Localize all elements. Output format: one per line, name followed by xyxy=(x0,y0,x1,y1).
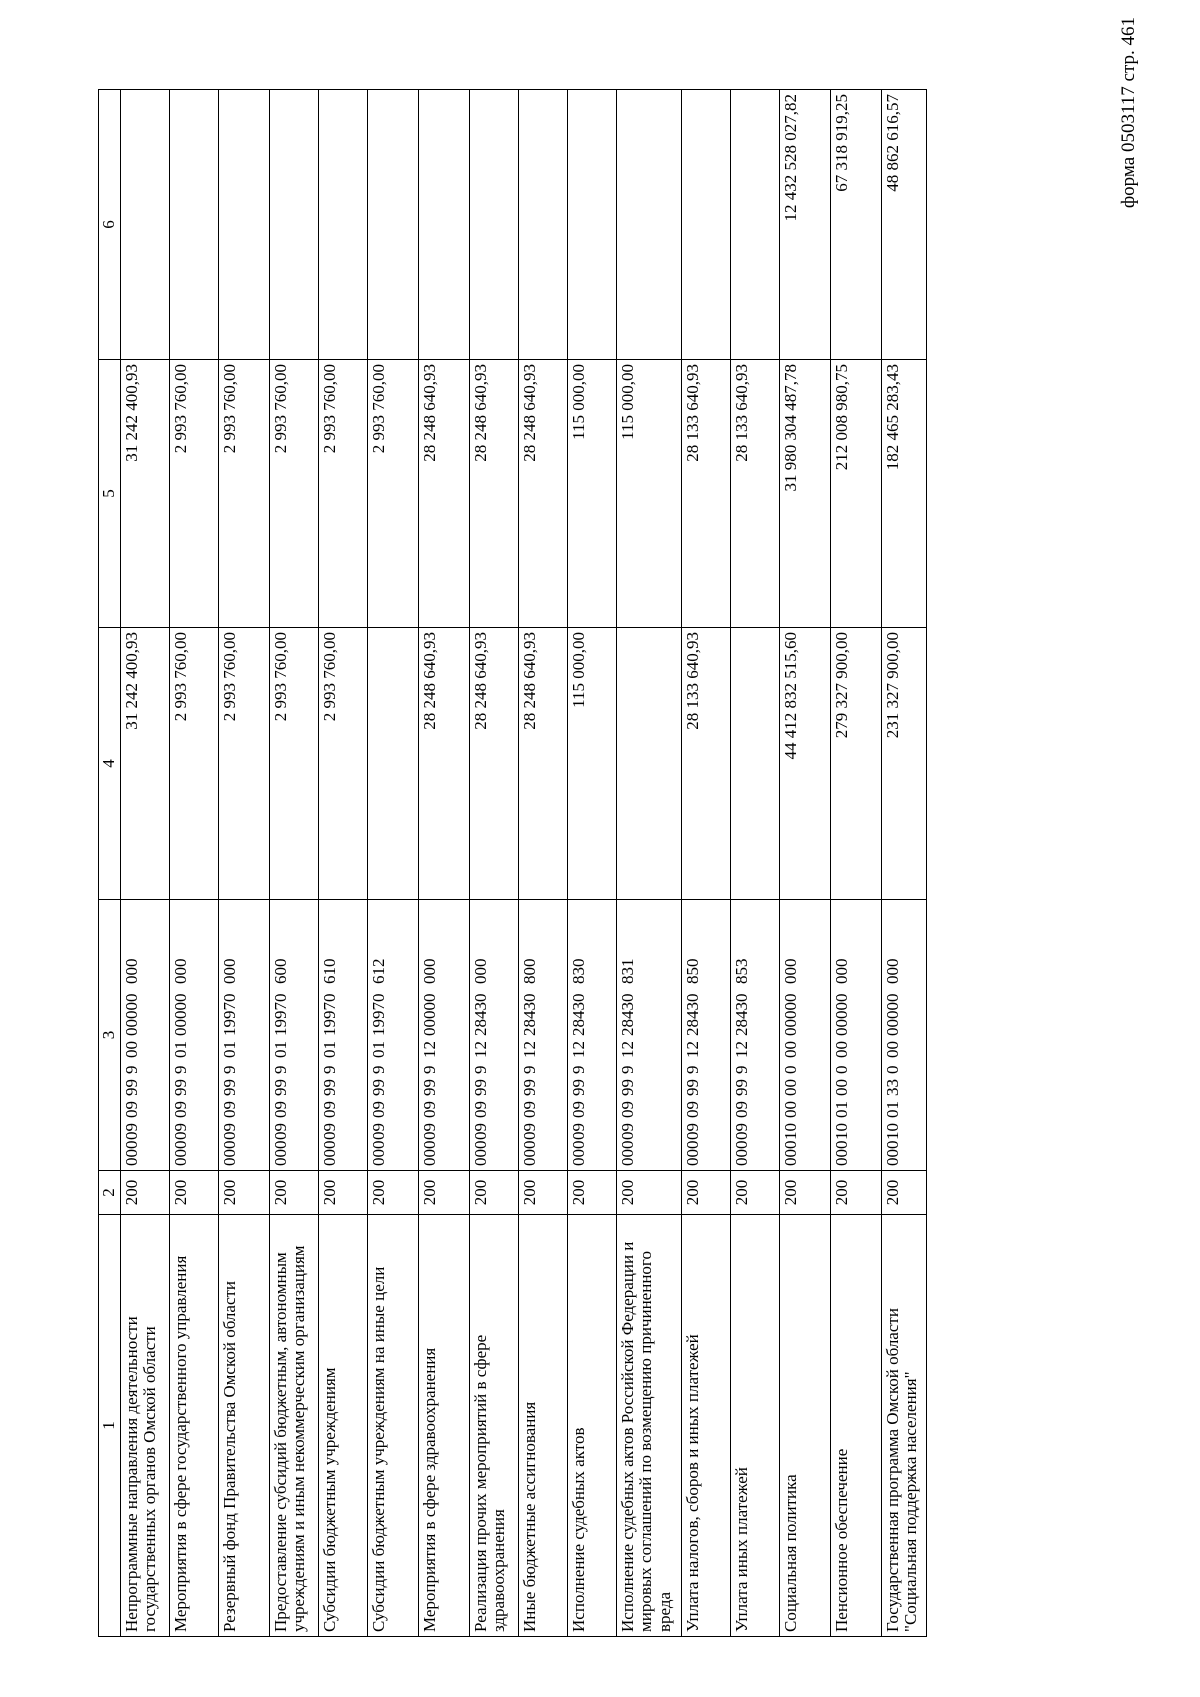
executed-amount-cell: 2 993 760,00 xyxy=(169,360,218,628)
code-segment: 000 xyxy=(617,1140,637,1166)
code-segment: 99 xyxy=(121,1079,141,1096)
row-admin-code-cell: 200 xyxy=(881,1171,926,1215)
row-budget-code-cell xyxy=(518,900,567,1171)
row-budget-code-cell xyxy=(169,900,218,1171)
approved-amount-cell xyxy=(616,628,681,900)
executed-amount-cell: 2 993 760,00 xyxy=(318,360,367,628)
code-segment: 09 xyxy=(270,1101,290,1118)
unexecuted-amount-cell xyxy=(730,90,779,360)
approved-amount-cell: 2 993 760,00 xyxy=(218,628,269,900)
code-segment: 09 xyxy=(419,1123,439,1140)
table-row xyxy=(169,90,218,1637)
table-row xyxy=(518,90,567,1637)
code-segment: 00 xyxy=(780,1101,800,1118)
approved-amount-cell: 279 327 900,00 xyxy=(830,628,881,900)
code-segment: 99 xyxy=(617,1079,637,1096)
unexecuted-amount-cell xyxy=(318,90,367,360)
row-admin-code-cell: 200 xyxy=(681,1171,730,1215)
row-budget-code-cell xyxy=(730,900,779,1171)
executed-amount-cell: 28 248 640,93 xyxy=(469,360,518,628)
unexecuted-amount-cell xyxy=(518,90,567,360)
code-segment: 600 xyxy=(270,958,290,984)
column-header: 2 xyxy=(99,1171,121,1215)
executed-amount-cell: 2 993 760,00 xyxy=(367,360,418,628)
row-name-cell: Субсидии бюджетным учреждениям xyxy=(318,1215,367,1637)
code-segment: 09 xyxy=(121,1123,141,1140)
code-segment: 000 xyxy=(219,1140,239,1166)
code-segment: 000 xyxy=(270,1140,290,1166)
code-segment: 09 xyxy=(170,1101,190,1118)
code-segment: 610 xyxy=(319,958,339,984)
code-segment: 000 xyxy=(170,1140,190,1166)
row-name-cell: Предоставление субсидий бюджетным, автономным учреждениям и иным некоммерческим организациям xyxy=(269,1215,318,1637)
code-segment: 000 xyxy=(219,958,239,984)
row-budget-code-cell xyxy=(779,900,830,1171)
code-segment: 9 xyxy=(568,1065,588,1074)
code-segment: 853 xyxy=(731,958,751,984)
table-row xyxy=(830,90,881,1637)
code-segment: 99 xyxy=(219,1079,239,1096)
column-header: 1 xyxy=(99,1215,121,1637)
code-segment: 9 xyxy=(170,1065,190,1074)
row-name-cell: Уплата налогов, сборов и иных платежей xyxy=(681,1215,730,1637)
approved-amount-cell: 2 993 760,00 xyxy=(269,628,318,900)
table-row xyxy=(681,90,730,1637)
code-segment: 000 xyxy=(882,1140,902,1166)
row-name-cell: Реализация прочих мероприятий в сфере здравоохранения xyxy=(469,1215,518,1637)
unexecuted-amount-cell xyxy=(681,90,730,360)
code-segment: 000 xyxy=(831,958,851,984)
approved-amount-cell: 28 133 640,93 xyxy=(681,628,730,900)
unexecuted-amount-cell: 12 432 528 027,82 xyxy=(779,90,830,360)
code-segment: 10 xyxy=(831,1123,851,1140)
executed-amount-cell: 28 133 640,93 xyxy=(730,360,779,628)
code-segment: 000 xyxy=(780,1140,800,1166)
code-segment: 09 xyxy=(121,1101,141,1118)
code-segment: 99 xyxy=(731,1079,751,1096)
unexecuted-amount-cell: 48 862 616,57 xyxy=(881,90,926,360)
code-segment: 99 xyxy=(519,1079,539,1096)
code-segment: 12 xyxy=(419,1041,439,1058)
code-segment: 28430 xyxy=(519,993,539,1036)
row-budget-code-cell xyxy=(218,900,269,1171)
code-segment: 9 xyxy=(470,1065,490,1074)
code-segment: 99 xyxy=(170,1079,190,1096)
unexecuted-amount-cell xyxy=(218,90,269,360)
executed-amount-cell: 28 133 640,93 xyxy=(681,360,730,628)
code-segment: 09 xyxy=(219,1123,239,1140)
approved-amount-cell: 115 000,00 xyxy=(567,628,616,900)
code-segment: 09 xyxy=(617,1101,637,1118)
code-segment: 28430 xyxy=(617,993,637,1036)
code-segment: 99 xyxy=(368,1079,388,1096)
code-segment: 000 xyxy=(568,1140,588,1166)
code-segment: 99 xyxy=(419,1079,439,1096)
row-admin-code-cell: 200 xyxy=(269,1171,318,1215)
code-segment: 09 xyxy=(368,1101,388,1118)
code-segment: 00 xyxy=(882,1041,902,1058)
table-row xyxy=(367,90,418,1637)
code-segment: 09 xyxy=(470,1123,490,1140)
code-segment: 00000 xyxy=(780,993,800,1036)
code-segment: 0 xyxy=(882,1065,902,1074)
code-segment: 09 xyxy=(470,1101,490,1118)
code-segment: 000 xyxy=(419,1140,439,1166)
row-name-cell: Государственная программа Омской области "Социальная поддержка населения" xyxy=(881,1215,926,1637)
row-budget-code-cell xyxy=(269,900,318,1171)
code-segment: 850 xyxy=(682,958,702,984)
unexecuted-amount-cell xyxy=(469,90,518,360)
row-admin-code-cell: 200 xyxy=(120,1171,169,1215)
code-segment: 09 xyxy=(170,1123,190,1140)
code-segment: 00000 xyxy=(882,993,902,1036)
code-segment: 00000 xyxy=(831,993,851,1036)
table-row xyxy=(318,90,367,1637)
code-segment: 9 xyxy=(419,1065,439,1074)
code-segment: 09 xyxy=(519,1123,539,1140)
code-segment: 28430 xyxy=(470,993,490,1036)
row-admin-code-cell: 200 xyxy=(779,1171,830,1215)
row-name-cell: Социальная политика xyxy=(779,1215,830,1637)
column-header: 4 xyxy=(99,628,121,900)
table-row xyxy=(120,90,169,1637)
row-name-cell: Резервный фонд Правительства Омской области xyxy=(218,1215,269,1637)
code-segment: 99 xyxy=(270,1079,290,1096)
code-segment: 800 xyxy=(519,958,539,984)
code-segment: 99 xyxy=(319,1079,339,1096)
code-segment: 12 xyxy=(470,1041,490,1058)
code-segment: 01 xyxy=(368,1041,388,1058)
code-segment: 000 xyxy=(682,1140,702,1166)
header-row xyxy=(99,90,121,1637)
code-segment: 01 xyxy=(831,1101,851,1118)
code-segment: 09 xyxy=(219,1101,239,1118)
approved-amount-cell: 28 248 640,93 xyxy=(418,628,469,900)
code-segment: 00000 xyxy=(170,993,190,1036)
approved-amount-cell: 44 412 832 515,60 xyxy=(779,628,830,900)
code-segment: 000 xyxy=(731,1140,751,1166)
code-segment: 00 xyxy=(121,1041,141,1058)
code-segment: 000 xyxy=(780,958,800,984)
column-header: 6 xyxy=(99,90,121,360)
code-segment: 00000 xyxy=(419,993,439,1036)
code-segment: 9 xyxy=(319,1065,339,1074)
code-segment: 12 xyxy=(519,1041,539,1058)
row-budget-code-cell xyxy=(881,900,926,1171)
code-segment: 09 xyxy=(682,1123,702,1140)
code-segment: 00 xyxy=(831,1079,851,1096)
code-segment: 0 xyxy=(780,1065,800,1074)
code-segment: 01 xyxy=(170,1041,190,1058)
code-segment: 28430 xyxy=(682,993,702,1036)
row-admin-code-cell: 200 xyxy=(616,1171,681,1215)
unexecuted-amount-cell xyxy=(418,90,469,360)
row-budget-code-cell xyxy=(681,900,730,1171)
approved-amount-cell: 2 993 760,00 xyxy=(318,628,367,900)
code-segment: 9 xyxy=(519,1065,539,1074)
row-name-cell: Уплата иных платежей xyxy=(730,1215,779,1637)
code-segment: 19970 xyxy=(270,993,290,1036)
executed-amount-cell: 115 000,00 xyxy=(616,360,681,628)
code-segment: 9 xyxy=(617,1065,637,1074)
executed-amount-cell: 212 008 980,75 xyxy=(830,360,881,628)
code-segment: 12 xyxy=(568,1041,588,1058)
code-segment: 99 xyxy=(568,1079,588,1096)
code-segment: 9 xyxy=(682,1065,702,1074)
table-row xyxy=(567,90,616,1637)
code-segment: 00000 xyxy=(121,993,141,1036)
form-page-label: форма 0503117 стр. 461 xyxy=(1118,17,1139,209)
code-segment: 830 xyxy=(568,958,588,984)
table-row xyxy=(418,90,469,1637)
code-segment: 12 xyxy=(682,1041,702,1058)
approved-amount-cell: 231 327 900,00 xyxy=(881,628,926,900)
row-admin-code-cell: 200 xyxy=(318,1171,367,1215)
code-segment: 00 xyxy=(780,1041,800,1058)
unexecuted-amount-cell xyxy=(120,90,169,360)
code-segment: 09 xyxy=(419,1101,439,1118)
executed-amount-cell: 31 242 400,93 xyxy=(120,360,169,628)
table-row xyxy=(730,90,779,1637)
row-admin-code-cell: 200 xyxy=(469,1171,518,1215)
code-segment: 000 xyxy=(170,958,190,984)
approved-amount-cell: 28 248 640,93 xyxy=(518,628,567,900)
code-segment: 0 xyxy=(831,1065,851,1074)
table-row xyxy=(616,90,681,1637)
code-segment: 000 xyxy=(470,958,490,984)
column-header: 5 xyxy=(99,360,121,628)
code-segment: 09 xyxy=(270,1123,290,1140)
approved-amount-cell xyxy=(730,628,779,900)
row-admin-code-cell: 200 xyxy=(418,1171,469,1215)
table-row xyxy=(218,90,269,1637)
row-admin-code-cell: 200 xyxy=(730,1171,779,1215)
code-segment: 09 xyxy=(519,1101,539,1118)
code-segment: 09 xyxy=(568,1101,588,1118)
code-segment: 01 xyxy=(270,1041,290,1058)
row-budget-code-cell xyxy=(616,900,681,1171)
unexecuted-amount-cell xyxy=(616,90,681,360)
row-budget-code-cell xyxy=(418,900,469,1171)
row-budget-code-cell xyxy=(830,900,881,1171)
row-name-cell: Мероприятия в сфере здравоохранения xyxy=(418,1215,469,1637)
row-admin-code-cell: 200 xyxy=(367,1171,418,1215)
code-segment: 00 xyxy=(780,1079,800,1096)
unexecuted-amount-cell xyxy=(269,90,318,360)
row-name-cell: Непрограммные направления деятельности государственных органов Омской области xyxy=(120,1215,169,1637)
code-segment: 612 xyxy=(368,958,388,984)
table-row xyxy=(779,90,830,1637)
approved-amount-cell: 2 993 760,00 xyxy=(169,628,218,900)
code-segment: 000 xyxy=(121,1140,141,1166)
code-segment: 9 xyxy=(121,1065,141,1074)
table-row xyxy=(269,90,318,1637)
row-admin-code-cell: 200 xyxy=(567,1171,616,1215)
code-segment: 10 xyxy=(882,1123,902,1140)
code-segment: 01 xyxy=(319,1041,339,1058)
table-row xyxy=(881,90,926,1637)
code-segment: 9 xyxy=(270,1065,290,1074)
code-segment: 000 xyxy=(319,1140,339,1166)
approved-amount-cell xyxy=(367,628,418,900)
code-segment: 831 xyxy=(617,958,637,984)
code-segment: 000 xyxy=(831,1140,851,1166)
executed-amount-cell: 28 248 640,93 xyxy=(418,360,469,628)
code-segment: 09 xyxy=(368,1123,388,1140)
row-budget-code-cell xyxy=(469,900,518,1171)
unexecuted-amount-cell xyxy=(169,90,218,360)
row-admin-code-cell: 200 xyxy=(169,1171,218,1215)
code-segment: 99 xyxy=(682,1079,702,1096)
executed-amount-cell: 182 465 283,43 xyxy=(881,360,926,628)
executed-amount-cell: 115 000,00 xyxy=(567,360,616,628)
code-segment: 00 xyxy=(831,1041,851,1058)
code-segment: 09 xyxy=(568,1123,588,1140)
row-name-cell: Субсидии бюджетным учреждениям на иные цели xyxy=(367,1215,418,1637)
code-segment: 28430 xyxy=(568,993,588,1036)
code-segment: 09 xyxy=(682,1101,702,1118)
code-segment: 09 xyxy=(617,1123,637,1140)
executed-amount-cell: 2 993 760,00 xyxy=(218,360,269,628)
unexecuted-amount-cell xyxy=(567,90,616,360)
code-segment: 01 xyxy=(219,1041,239,1058)
code-segment: 000 xyxy=(419,958,439,984)
approved-amount-cell: 31 242 400,93 xyxy=(120,628,169,900)
code-segment: 19970 xyxy=(368,993,388,1036)
code-segment: 12 xyxy=(731,1041,751,1058)
unexecuted-amount-cell: 67 318 919,25 xyxy=(830,90,881,360)
row-name-cell: Исполнение судебных актов Российской Федерации и мировых соглашений по возмещению причиненного вреда xyxy=(616,1215,681,1637)
executed-amount-cell: 31 980 304 487,78 xyxy=(779,360,830,628)
row-budget-code-cell xyxy=(567,900,616,1171)
code-segment: 10 xyxy=(780,1123,800,1140)
executed-amount-cell: 2 993 760,00 xyxy=(269,360,318,628)
code-segment: 09 xyxy=(319,1123,339,1140)
approved-amount-cell: 28 248 640,93 xyxy=(469,628,518,900)
row-admin-code-cell: 200 xyxy=(518,1171,567,1215)
code-segment: 000 xyxy=(882,958,902,984)
code-segment: 09 xyxy=(319,1101,339,1118)
report-table xyxy=(98,89,927,1637)
table-row xyxy=(469,90,518,1637)
row-admin-code-cell: 200 xyxy=(218,1171,269,1215)
code-segment: 33 xyxy=(882,1079,902,1096)
row-budget-code-cell xyxy=(367,900,418,1171)
row-name-cell: Исполнение судебных актов xyxy=(567,1215,616,1637)
row-name-cell: Иные бюджетные ассигнования xyxy=(518,1215,567,1637)
column-header: 3 xyxy=(99,900,121,1171)
row-budget-code-cell xyxy=(318,900,367,1171)
code-segment: 000 xyxy=(519,1140,539,1166)
row-name-cell: Мероприятия в сфере государственного управления xyxy=(169,1215,218,1637)
unexecuted-amount-cell xyxy=(367,90,418,360)
code-segment: 000 xyxy=(368,1140,388,1166)
code-segment: 09 xyxy=(731,1123,751,1140)
code-segment: 01 xyxy=(882,1101,902,1118)
code-segment: 09 xyxy=(731,1101,751,1118)
code-segment: 9 xyxy=(368,1065,388,1074)
row-name-cell: Пенсионное обеспечение xyxy=(830,1215,881,1637)
code-segment: 19970 xyxy=(319,993,339,1036)
code-segment: 28430 xyxy=(731,993,751,1036)
code-segment: 000 xyxy=(121,958,141,984)
executed-amount-cell: 28 248 640,93 xyxy=(518,360,567,628)
row-admin-code-cell: 200 xyxy=(830,1171,881,1215)
row-budget-code-cell xyxy=(120,900,169,1171)
code-segment: 99 xyxy=(470,1079,490,1096)
code-segment: 9 xyxy=(731,1065,751,1074)
code-segment: 000 xyxy=(470,1140,490,1166)
code-segment: 12 xyxy=(617,1041,637,1058)
code-segment: 9 xyxy=(219,1065,239,1074)
code-segment: 19970 xyxy=(219,993,239,1036)
